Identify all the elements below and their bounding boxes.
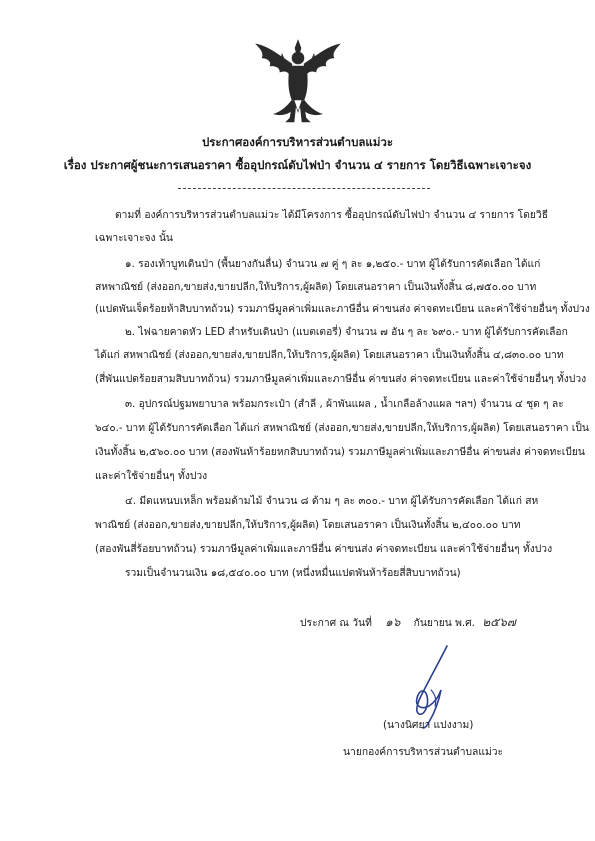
body-paragraph-intro-line: ตามที่ องค์การบริหารส่วนตำบลแม่วะ ได้มีโครงการ ซื้ออุปกรณ์ดับไฟป่า จำนวน ๔ รายการ โดยวิธี: [115, 209, 549, 221]
item-3-line: ๖๔๐.- บาท ผู้ได้รับการคัดเลือก ได้แก่ สหพาณิชย์ (ส่งออก,ขายส่ง,ขายปลีก,ให้บริการ,ผู้ผลิต) โดยเสนอราคา เป็น: [95, 422, 589, 434]
date-year: ๒๕๖๗: [482, 615, 516, 629]
item-4-line: (สองพันสี่ร้อยบาทถ้วน) รวมภาษีมูลค่าเพิ่มและภาษีอื่น ค่าขนส่ง ค่าจดทะเบียน และค่าใช้จ่ายอื่นๆ ทั้งปวง: [95, 543, 553, 555]
garuda-emblem-icon: [250, 38, 346, 126]
date-day: ๑๖: [385, 615, 401, 629]
item-2-line: ๒. ไฟฉายคาดหัว LED สำหรับเดินป่า (แบตเตอรี่) จำนวน ๗ อัน ๆ ละ ๖๙๐.- บาท ผู้ได้รับการคัดเลือก: [125, 326, 568, 338]
item-3-line: และค่าใช้จ่ายอื่นๆ ทั้งปวง: [95, 470, 208, 482]
signer-name: (นางนิศยา แปงงาม): [383, 719, 474, 731]
announcement-subject: เรื่อง ประกาศผู้ชนะการเสนอราคา ซื้ออุปกรณ์ดับไฟป่า จำนวน ๔ รายการ โดยวิธีเฉพาะเจาะจง: [63, 158, 532, 172]
item-2-line: ได้แก่ สหพาณิชย์ (ส่งออก,ขายส่ง,ขายปลีก,ให้บริการ,ผู้ผลิต) โดยเสนอราคา เป็นเงินทั้งสิ้น ๔,๘๓๐.๐๐ บาท: [95, 349, 564, 361]
item-4-line: ๔. มีดแหนบเหล็ก พร้อมด้ามไม้ จำนวน ๘ ด้าม ๆ ละ ๓๐๐.- บาท ผู้ได้รับการคัดเลือก ได้แก่ สห: [125, 495, 539, 507]
date-month: กันยายน พ.ศ.: [413, 617, 475, 629]
title-divider: [178, 188, 430, 189]
announcement-date: [300, 615, 516, 630]
item-2-line: (สี่พันแปดร้อยสามสิบบาทถ้วน) รวมภาษีมูลค่าเพิ่มและภาษีอื่น ค่าขนส่ง ค่าจดทะเบียน และค่าใช้จ่ายอื่นๆ ทั้งปวง: [95, 373, 587, 385]
item-3-line: ๓. อุปกรณ์ปฐมพยาบาล พร้อมกระเป๋า (สำลี , ผ้าพันแผล , น้ำเกลือล้างแผล ฯลฯ) จำนวน ๔ ชุด ๆ ละ: [125, 398, 564, 410]
announcement-title: ประกาศองค์การบริหารส่วนตำบลแม่วะ: [201, 135, 394, 149]
body-paragraph-intro-line: เฉพาะเจาะจง นั้น: [95, 232, 173, 244]
grand-total-line: รวมเป็นจำนวนเงิน ๑๘,๕๔๐.๐๐ บาท (หนึ่งหมื่นแปดพันห้าร้อยสี่สิบบาทถ้วน): [125, 567, 461, 579]
item-4-line: พาณิชย์ (ส่งออก,ขายส่ง,ขายปลีก,ให้บริการ,ผู้ผลิต) โดยเสนอราคา เป็นเงินทั้งสิ้น ๒,๔๐๐.๐๐ บาท: [95, 519, 521, 531]
item-1-line: ๑. รองเท้าบูทเดินป่า (พื้นยางกันลื่น) จำนวน ๗ คู่ ๆ ละ ๑,๒๕๐.- บาท ผู้ได้รับการคัดเลือก ได้แก่: [125, 258, 541, 270]
handwritten-signature: [395, 640, 465, 730]
item-1-line: สหพาณิชย์ (ส่งออก,ขายส่ง,ขายปลีก,ให้บริการ,ผู้ผลิต) โดยเสนอราคา เป็นเงินทั้งสิ้น ๘,๗๕๐.๐๐ บาท: [95, 281, 537, 293]
date-prefix: ประกาศ ณ วันที่: [300, 617, 372, 629]
item-3-line: เงินทั้งสิ้น ๒,๕๖๐.๐๐ บาท (สองพันห้าร้อยหกสิบบาทถ้วน) รวมภาษีมูลค่าเพิ่มและภาษีอื่น ค่าขนส่ง ค่าจดทะเบียน: [95, 446, 585, 458]
signer-title: นายกองค์การบริหารส่วนตำบลแม่วะ: [343, 746, 504, 758]
item-1-line: (แปดพันเจ็ดร้อยห้าสิบบาทถ้วน) รวมภาษีมูลค่าเพิ่มและภาษีอื่น ค่าขนส่ง ค่าจดทะเบียน และค่าใช้จ่ายอื่นๆ ทั้งปวง: [95, 303, 590, 315]
